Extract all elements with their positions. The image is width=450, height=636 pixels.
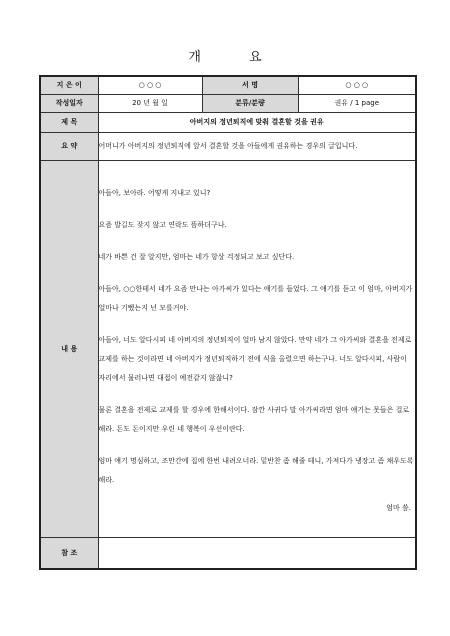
date-label: 작성일자 xyxy=(40,94,98,112)
category-value: 권유 / 1 page xyxy=(298,94,416,112)
name-label: 서 명 xyxy=(202,76,298,94)
content-paragraph: 아들아, 너도 알다시피 네 아버지의 정년퇴직이 얼마 남지 않았다. 만약 네가 그 아가씨와 결혼을 전제로 교제를 하는 것이라면 네 아버지가 정년퇴직하기 전에 식을 올렸으면 하는구나. 너도 알다시피, 사람이 자리에서 물러나면 대접이 예전같지 않잖니? xyxy=(98,336,412,382)
document-title: 개 요 xyxy=(188,50,284,65)
content-label: 내 용 xyxy=(40,160,98,537)
name-value: ○ ○ ○ xyxy=(298,76,416,94)
date-value: 20 년 월 일 xyxy=(98,94,202,112)
content-paragraph: 네가 바쁜 건 잘 알지만, 엄마는 네가 항상 걱정되고 보고 싶단다. xyxy=(98,253,295,261)
content-paragraph: 엄마 얘기 명심하고, 조만간에 집에 한번 내려오너라. 밑반찬 좀 해줄 테니, 가져다가 냉장고 좀 채우도록 해라. xyxy=(98,457,414,484)
content-paragraph: 요즘 발길도 잦지 않고 연락도 뜸하더구나. xyxy=(98,221,227,229)
content-body xyxy=(98,160,416,537)
content-paragraph: 물론 결혼을 전제로 교제를 할 경우에 한해서이다. 잠깐 사귀다 말 아가씨라면 엄마 얘기는 못들은 걸로 해라. 돈도 돈이지만 우린 네 행복이 우선이란다. xyxy=(98,406,410,433)
author-value: ○ ○ ○ xyxy=(98,76,202,94)
summary-label: 요 약 xyxy=(40,132,98,160)
reference-label: 참 조 xyxy=(40,537,98,569)
subject-value: 아버지의 정년퇴직에 맞춰 결혼할 것을 권유 xyxy=(98,112,416,132)
category-label: 분류/분량 xyxy=(202,94,298,112)
overview-form xyxy=(39,75,417,570)
content-paragraph: 아들아, 보아라. 어떻게 지내고 있니? xyxy=(98,189,211,197)
reference-value xyxy=(98,537,416,569)
subject-label: 제 목 xyxy=(40,112,98,132)
content-paragraph: 아들아, ○○한테서 네가 요즘 만나는 아가씨가 있다는 얘기를 들었다. 그 얘기를 듣고 이 엄마, 아버지가 얼마나 기뻤는지 넌 모를거야. xyxy=(98,285,413,312)
signature: 엄마 씀. xyxy=(386,504,411,512)
summary-value: 어머니가 아버지의 정년퇴직에 앞서 결혼할 것을 아들에게 권유하는 경우의 글입니다. xyxy=(98,132,416,160)
author-label: 지 은 이 xyxy=(40,76,98,94)
